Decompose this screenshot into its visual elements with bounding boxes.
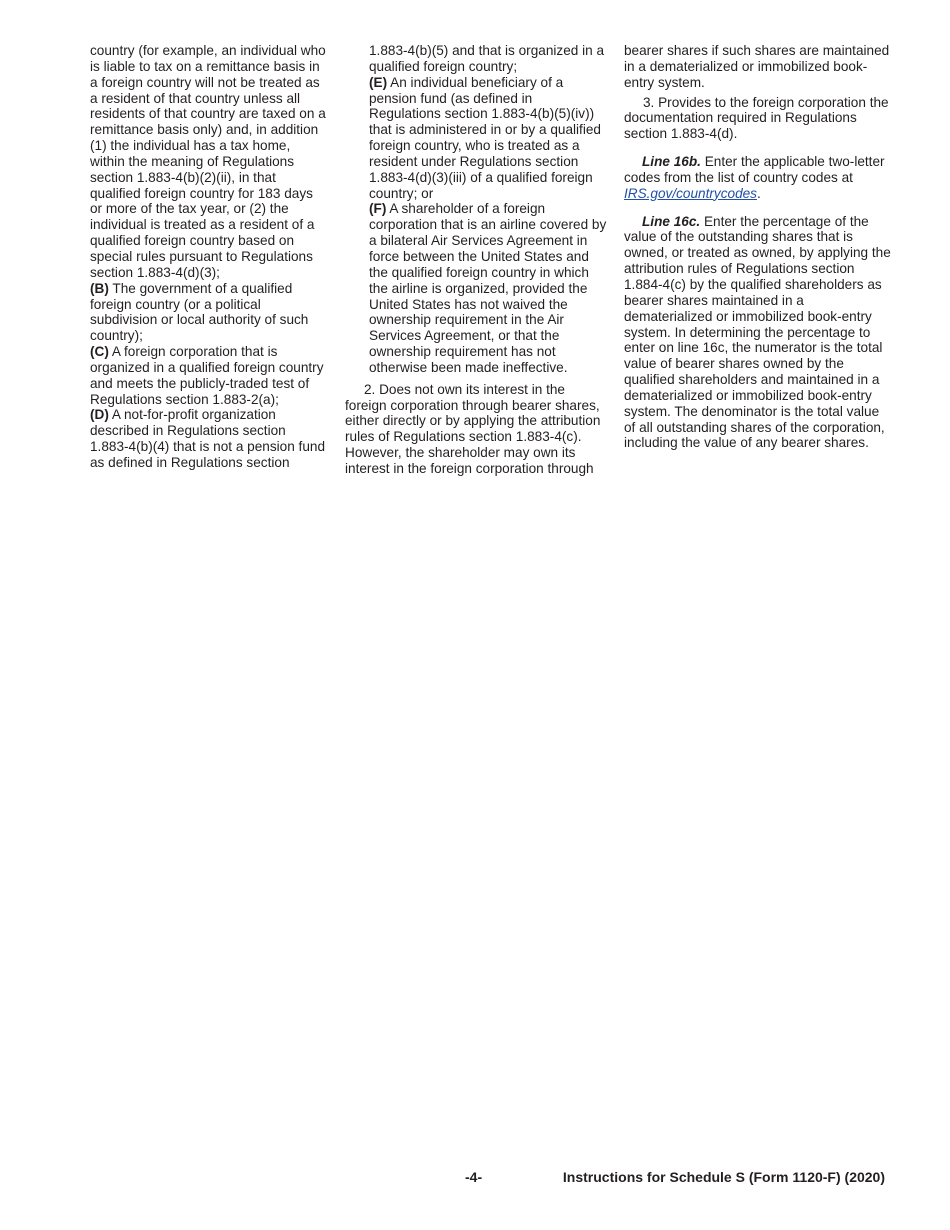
item-e-text: An individual beneficiary of a pension fund (as defined in Regulations section 1.883-4(b)(5)(iv)) that is administered in or by a qualified foreign country, who is treated as a resident under Regulations section 1.883-4(d)(3)(iii) of a qualified foreign country; or [369, 74, 601, 201]
line-16b-paragraph [624, 154, 892, 202]
page-number: -4- [465, 1169, 483, 1185]
item-e [345, 75, 607, 202]
item-d-label: (D) [90, 407, 109, 423]
document-title-footer: Instructions for Schedule S (Form 1120-F) (2020) [562, 1169, 885, 1185]
line-16c-text: Enter the percentage of the value of the outstanding shares that is owned, or treated as owned, by applying the attribution rules of Regulations section 1.884-4(c) by the qualified shareholders as bearer shares maintained in a dematerialized or immobilized book-entry system. In determining the percentage to enter on line 16c, the numerator is the total value of bearer shares owned by the qualified shareholders and maintained in a dematerialized or immobilized book-entry system. The denominator is the total value of all outstanding shares of the corporation, including the value of any bearer shares. [624, 213, 891, 451]
numbered-item-2: 2. Does not own its interest in the foreign corporation through bearer shares, either directly or by applying the attribution rules of Regulations section 1.883-4(c). However, the shareholder may own its interest in the foreign corporation through [345, 381, 601, 476]
item-d-text: A not-for-profit organization described in Regulations section 1.883-4(b)(4) that is not a pension fund as defined in Regulations section [90, 407, 326, 470]
line-16b-text: Enter the applicable two-letter codes from the list of country codes at [624, 154, 885, 185]
line-16c-paragraph [624, 214, 892, 452]
item-b [90, 281, 328, 344]
item-d-continued: 1.883-4(b)(5) and that is organized in a qualified foreign country; [369, 43, 605, 74]
line-16b-label: Line 16b. [642, 154, 701, 170]
item-c-label: (C) [90, 344, 109, 360]
country-codes-link[interactable]: IRS.gov/countrycodes [624, 185, 757, 201]
paragraph-a-continued: country (for example, an individual who is liable to tax on a remittance basis in a foreign country will not be treated as a resident of that country unless all residents of that country are taxed on a remittance basis only) and, in addition (1) the individual has a tax home, within the meaning of Regulations section 1.883-4(b)(2)(ii), in that qualified foreign country for 183 days or more of the tax year, or (2) the individual is treated as a resident of a qualified foreign country based on special rules pursuant to Regulations section 1.883-4(d)(3); [90, 43, 326, 280]
item-f-label: (F) [369, 201, 387, 217]
item-d [90, 407, 328, 470]
item-c [90, 344, 328, 407]
line-16c-label: Line 16c. [642, 213, 701, 229]
numbered-item-2-continued: bearer shares if such shares are maintained in a dematerialized or immobilized book-entry system. [624, 43, 890, 90]
column-1 [90, 43, 328, 471]
column-2 [345, 43, 607, 477]
item-c-text: A foreign corporation that is organized in a qualified foreign country and meets the publicly-traded test of Regulations section 1.883-2(a); [90, 344, 324, 407]
item-f-text: A shareholder of a foreign corporation that is an airline covered by a bilateral Air Services Agreement in force between the United States and the qualified foreign country in which the airline is organized, provided the United States has not waived the ownership requirement in the Air Services Agreement, or that the ownership requirement has not otherwise been made ineffective. [369, 201, 607, 375]
item-e-label: (E) [369, 74, 388, 90]
column-3 [624, 43, 892, 451]
line-16b-end: . [756, 185, 761, 201]
item-f [345, 201, 607, 375]
item-b-text: The government of a qualified foreign country (or a political subdivision or local authority of such country); [90, 280, 309, 344]
numbered-item-3: 3. Provides to the foreign corporation the documentation required in Regulations section 1.883-4(d). [624, 94, 889, 142]
item-b-label: (B) [90, 280, 109, 296]
